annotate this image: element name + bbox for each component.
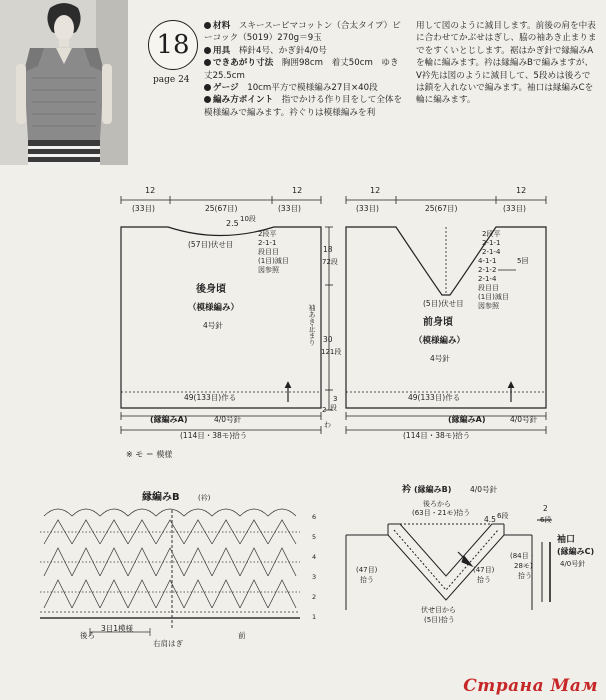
front-top-left-width: 12: [370, 186, 381, 195]
edging-b-stitch-chart: [40, 509, 300, 636]
front-top-right-st: (33目): [503, 204, 526, 213]
collar-border: (縁編みB): [414, 485, 452, 494]
back-top-right-width: 12: [292, 186, 303, 195]
edging-b-row: 1: [312, 613, 317, 621]
back-body-outline: [121, 227, 321, 408]
cuff-hook: 4/0号針: [560, 560, 586, 568]
collar-hook: 4/0号針: [470, 485, 498, 494]
armhole-label: 袖あき止まり: [308, 304, 316, 346]
front-v-rows: 72段: [322, 258, 338, 266]
spec-material-text: スキースーピマコットン（合太タイプ）ピーコック（5019）270g＝9玉: [204, 21, 401, 44]
front-pattern: （模様編み）: [414, 336, 466, 346]
instructions-continued: 用して図のように減目します。前後の肩を中表に合わせてかぶせはぎし、脇の袖あき止まりまでをすくいとじします。裾はかぎ針で縁編みAを輪に編みます。衿は縁編みBで編みますが、V衿先は図のように減目して、5段めは後ろでは鎖を入れないで編みます。袖口は縁編みCを輪に編みます。: [416, 21, 597, 106]
front-dec-8: (1目)減目: [478, 293, 509, 301]
spec-points: [204, 94, 404, 119]
cuff-width: 2: [543, 504, 548, 513]
model-photo: [0, 0, 128, 165]
bullet-icon: [204, 84, 211, 91]
watermark: Страна Мам: [463, 676, 598, 696]
collar-width: 4.5: [484, 515, 496, 524]
spec-size-label: できあがり寸法: [213, 58, 274, 69]
back-dec-2: 2-1-1: [258, 239, 277, 247]
edging-b-title: 縁編みB: [142, 492, 180, 503]
edging-b-mark: 3目1模様: [101, 624, 134, 633]
front-top-mid: 25(67目): [425, 204, 458, 213]
model-photo-illustration: [0, 0, 128, 165]
cuff-outline: [537, 520, 552, 602]
back-border: (縁編みA): [150, 415, 188, 424]
front-dec-7: 段目目: [478, 284, 499, 292]
edging-b-sub: (衿): [198, 494, 211, 502]
edging-b-row-numbers: [312, 513, 316, 621]
side-height-2-rows: 段: [330, 404, 337, 412]
back-dec-5: 図参照: [258, 266, 279, 274]
back-dec-1: 2段平: [258, 230, 277, 238]
back-cast-on: 49(133目)作る: [184, 393, 237, 402]
spec-size: [204, 57, 404, 82]
cuff-title: 袖口: [557, 535, 576, 545]
spec-gauge-text: 10cm平方で模様編み27目×40段: [247, 83, 378, 94]
front-dec-1: 2段平: [482, 230, 501, 238]
back-neck-depth: 2.5: [226, 219, 239, 228]
edging-b-seam: 右肩はぎ: [153, 639, 183, 648]
back-dec-3: 段目目: [258, 248, 279, 256]
spec-size-text: 胸囲98cm 着丈50cm ゆき丈25.5cm: [204, 58, 399, 81]
back-border-hook: 4/0号針: [214, 415, 242, 424]
back-title: 後身頃: [196, 284, 226, 295]
back-neck-rows: 10段: [240, 215, 256, 223]
front-v-depth: 18: [323, 245, 333, 254]
spec-material-label: 材料: [213, 21, 231, 31]
edging-b-row: 5: [312, 533, 317, 541]
front-dec-2: 2-1-1: [482, 239, 501, 247]
garment-schematics: [0, 180, 606, 450]
bullet-icon: [204, 96, 211, 103]
edging-b-row: 6: [312, 513, 317, 521]
cuff-pick-1: (84目・: [510, 552, 536, 560]
back-needle: 4号針: [203, 321, 223, 330]
cuff-rows: 6段: [540, 516, 552, 524]
spec-tools: [204, 45, 404, 57]
spec-gauge: [204, 82, 404, 94]
symbol-note: ※ モ ＝ 模様: [126, 450, 173, 459]
bullet-icon: [204, 47, 211, 54]
cuff-pick-2: 28モ): [514, 562, 533, 570]
bullet-icon: [204, 22, 211, 29]
side-height-1-rows: 121段: [321, 348, 342, 356]
edging-b-front: 前: [238, 631, 246, 640]
front-dec-3: 2-1-4: [482, 248, 501, 256]
front-border-hook: 4/0号針: [510, 415, 538, 424]
back-neck-bind: (57目)伏せ目: [188, 240, 234, 249]
side-height-2: 3: [333, 395, 338, 403]
collar-back-from: 後ろから: [423, 500, 451, 508]
spec-points-text: 指でかける作り目をして全体を模様編みで編みます。衿ぐりは模様編みを利: [204, 95, 403, 118]
collar-title: 衿: [402, 485, 412, 495]
edging-b-row: 2: [312, 593, 317, 601]
edging-diagrams: [0, 480, 606, 650]
front-needle: 4号針: [430, 354, 450, 363]
front-pickup: (114目・38モ)拾う: [403, 431, 471, 440]
front-dec-4: 4-1-1: [478, 257, 497, 265]
front-top-left-st: (33目): [356, 204, 379, 213]
front-v-bind: (5目)伏せ目: [423, 299, 464, 308]
front-dec-6: 2-1-4: [478, 275, 497, 283]
back-dec-4: (1目)減目: [258, 257, 289, 265]
collar-right-pick: (47目): [473, 566, 495, 574]
collar-bind-st: (5目)拾う: [424, 616, 455, 624]
spec-gauge-label: ゲージ: [213, 83, 239, 94]
side-dimension-labels: [308, 245, 341, 429]
side-width-2: 2: [322, 406, 327, 414]
page-reference: page 24: [153, 75, 190, 85]
collar-left-pick2: 拾う: [360, 576, 374, 584]
edging-b-back: 後ろ: [80, 631, 95, 640]
front-count-5: 5回: [517, 257, 529, 265]
spec-tools-label: 用具: [213, 45, 231, 56]
back-top-left-st: (33目): [132, 204, 155, 213]
side-wa: わ: [324, 421, 331, 429]
edging-b-row: 4: [312, 553, 317, 561]
front-top-right-width: 12: [516, 186, 527, 195]
spec-list: [204, 20, 404, 119]
collar-rows: 6段: [497, 512, 509, 520]
back-pickup: (114目・38モ)拾う: [180, 431, 248, 440]
front-dec-9: 図参照: [478, 302, 499, 310]
back-top-right-st: (33目): [278, 204, 301, 213]
spec-points-label: 編み方ポイント: [213, 95, 274, 106]
front-dec-5: 2-1-2: [478, 266, 497, 274]
collar-left-pick: (47目): [356, 566, 378, 574]
collar-back-st: (63目・21モ)拾う: [412, 509, 471, 517]
bullet-icon: [204, 59, 211, 66]
spec-material: [204, 20, 404, 45]
front-title: 前身頃: [423, 317, 453, 328]
collar-bind-from: 伏せ目から: [421, 606, 456, 614]
side-height-1: 30: [323, 335, 333, 344]
cuff-border: (縁編みC): [557, 547, 595, 556]
back-top-left-width: 12: [145, 186, 156, 195]
back-top-mid: 25(67目): [205, 204, 238, 213]
edging-b-row: 3: [312, 573, 317, 581]
cuff-pick-3: 拾う: [518, 572, 532, 580]
pattern-number-text: 18: [156, 30, 190, 60]
collar-right-pick2: 拾う: [477, 576, 491, 584]
front-border: (縁編みA): [448, 415, 486, 424]
pattern-number: [148, 20, 198, 70]
spec-tools-text: 棒針4号、かぎ針4/0号: [238, 45, 327, 56]
back-pattern: （模様編み）: [188, 303, 240, 313]
front-cast-on: 49(133目)作る: [408, 393, 461, 402]
